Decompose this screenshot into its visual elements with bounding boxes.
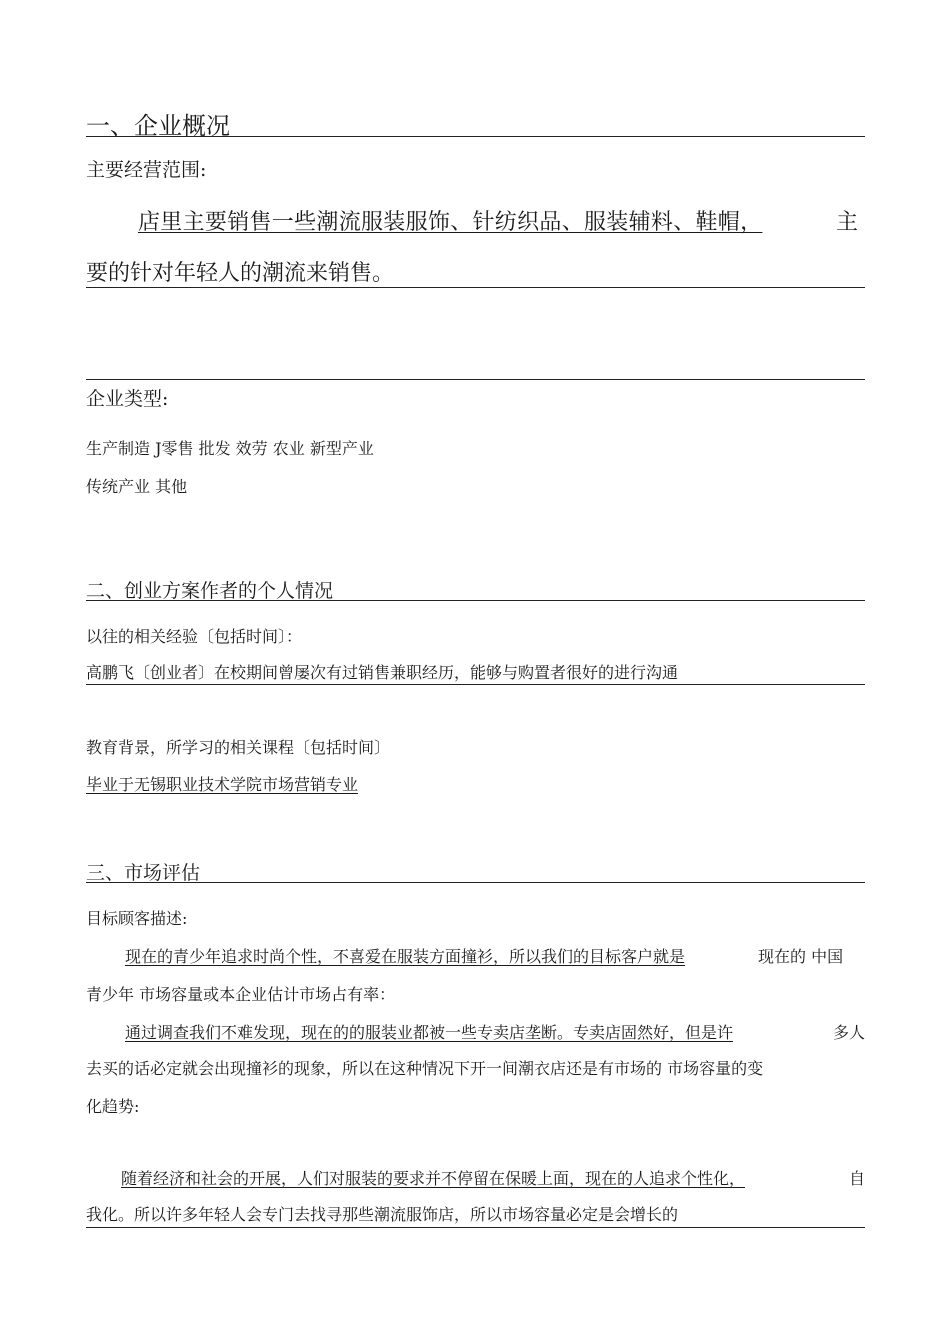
share-line2: 去买的话必定就会出现撞衫的现象，所以在这种情况下开一间潮衣店还是有市场的 市场容量的变 bbox=[86, 1059, 764, 1078]
share-line1: 通过调查我们不难发现，现在的的服装业都被一些专卖店垄断。专卖店固然好，但是许 bbox=[125, 1023, 734, 1042]
scope-label: 主要经营范围: bbox=[86, 159, 207, 181]
share-line1-tail: 多人 bbox=[833, 1023, 866, 1042]
type-label: 企业类型: bbox=[86, 388, 169, 410]
trend-line1: 随着经济和社会的开展，人们对服装的要求并不停留在保暖上面，现在的人追求个性化， bbox=[121, 1169, 746, 1188]
type-options-line2: 传统产业 其他 bbox=[86, 477, 188, 496]
type-options-line1: 生产制造 J零售 批发 效劳 农业 新型产业 bbox=[86, 439, 374, 458]
section1-heading: 一、企业概况 bbox=[86, 112, 230, 140]
trend-line1-tail: 自 bbox=[849, 1169, 866, 1188]
scope-line2: 要的针对年轻人的潮流来销售。 bbox=[86, 261, 395, 286]
heading-rule bbox=[86, 136, 865, 137]
target-line1: 现在的青少年追求时尚个性，不喜爱在服装方面撞衫，所以我们的目标客户就是 bbox=[125, 947, 686, 966]
section2-heading: 二、创业方案作者的个人情况 bbox=[86, 580, 334, 602]
section3-rule bbox=[86, 882, 865, 883]
scope-rule bbox=[86, 287, 865, 288]
trend-line2: 我化。所以许多年轻人会专门去找寻那些潮流服饰店，所以市场容量必定是会增长的 bbox=[86, 1205, 679, 1224]
section2-rule bbox=[86, 600, 865, 601]
trend-rule bbox=[86, 1227, 865, 1228]
share-line3: 化趋势: bbox=[86, 1097, 140, 1116]
education-text: 毕业于无锡职业技术学院市场营销专业 bbox=[86, 775, 359, 794]
section3-heading: 三、市场评估 bbox=[86, 862, 201, 884]
experience-label: 以往的相关经验〔包括时间〕： bbox=[86, 627, 303, 646]
target-label: 目标顾客描述: bbox=[86, 909, 188, 928]
target-line1-tail: 现在的 中国 bbox=[758, 947, 844, 966]
type-top-rule bbox=[86, 379, 865, 380]
target-line2: 青少年 市场容量或本企业估计市场占有率： bbox=[86, 985, 396, 1004]
education-label: 教育背景，所学习的相关课程〔包括时间〕 bbox=[86, 738, 391, 757]
scope-line1: 店里主要销售一些潮流服装服饰、针纺织品、服装辅料、鞋帽， bbox=[138, 210, 763, 235]
experience-text: 高鹏飞〔创业者〕在校期间曾屡次有过销售兼职经历，能够与购置者很好的进行沟通 bbox=[86, 663, 679, 682]
scope-line1-tail: 主 bbox=[836, 210, 859, 235]
experience-rule bbox=[86, 684, 865, 685]
